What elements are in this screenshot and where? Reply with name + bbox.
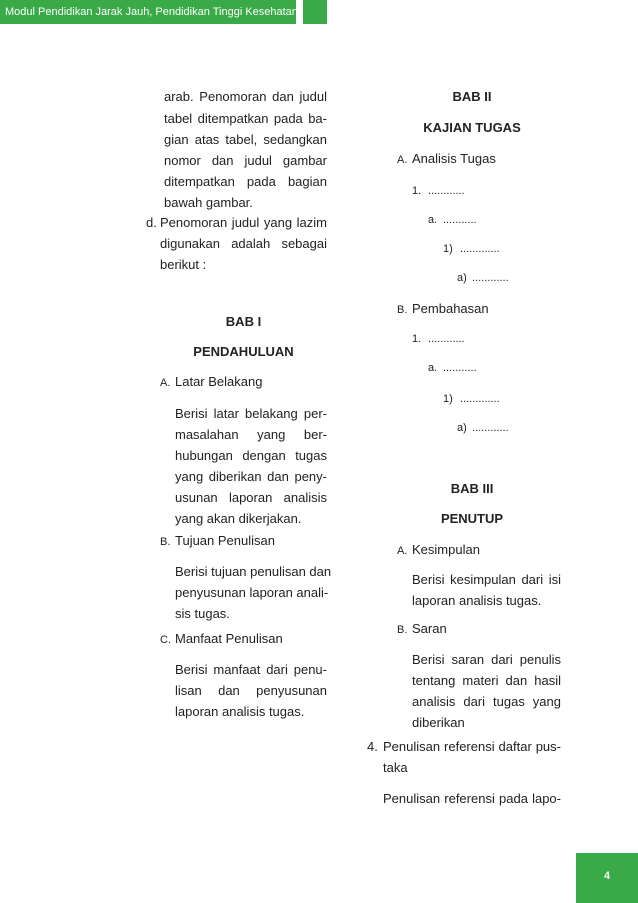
text-line: bawah gambar.: [164, 195, 253, 210]
text-line: hubungan dengan tugas: [175, 448, 327, 463]
section-heading: Latar Belakang: [175, 374, 263, 389]
text-line: sis tugas.: [175, 606, 230, 621]
list-marker: 4.: [367, 739, 378, 754]
page-number: 4: [603, 870, 611, 882]
chapter-title: BAB I: [225, 314, 262, 329]
section-heading: Tujuan Penulisan: [175, 533, 275, 548]
outline-marker: a.: [428, 214, 438, 226]
chapter-subtitle: KAJIAN TUGAS: [423, 120, 521, 135]
outline-marker: 1.: [412, 333, 422, 345]
outline-placeholder: ...........: [443, 214, 477, 226]
section-heading: Pembahasan: [412, 301, 489, 316]
text-line: ditempatkan pada bagian: [164, 174, 327, 189]
text-line: tabel ditempatkan pada ba-: [164, 111, 327, 126]
outline-marker: 1): [443, 243, 453, 255]
section-marker: A.: [397, 154, 408, 166]
text-line: berikut :: [160, 257, 207, 272]
outline-placeholder: ............: [472, 272, 509, 284]
outline-placeholder: ............: [428, 185, 465, 197]
section-heading: Analisis Tugas: [412, 151, 496, 166]
header-bar: [0, 0, 296, 24]
text-line: Berisi tujuan penulisan dan: [175, 564, 332, 579]
chapter-subtitle: PENDAHULUAN: [193, 344, 294, 359]
outline-marker: a.: [428, 362, 438, 374]
section-marker: A.: [160, 377, 171, 389]
section-heading: Manfaat Penulisan: [175, 631, 283, 646]
text-line: usunan laporan analisis: [175, 490, 327, 505]
outline-placeholder: ............: [428, 333, 465, 345]
text-line: Berisi latar belakang per-: [175, 406, 327, 421]
header-accent-square: [303, 0, 327, 24]
outline-placeholder: .............: [460, 243, 500, 255]
text-line: Berisi saran dari penulis: [412, 652, 561, 667]
text-line: taka: [383, 760, 408, 775]
outline-marker: 1.: [412, 185, 422, 197]
text-line: laporan analisis tugas.: [175, 704, 305, 719]
text-line: Berisi kesimpulan dari isi: [412, 572, 561, 587]
text-line: masalahan yang ber-: [175, 427, 327, 442]
text-line: yang akan dikerjakan.: [175, 511, 302, 526]
text-line: laporan analisis tugas.: [412, 593, 542, 608]
header-title: Modul Pendidikan Jarak Jauh, Pendidikan Tinggi Kesehatan: [5, 6, 298, 18]
outline-placeholder: .............: [460, 393, 500, 405]
outline-marker: a): [457, 272, 467, 284]
list-marker: d.: [146, 215, 157, 230]
text-line: Penomoran judul yang lazim: [160, 215, 327, 230]
text-line: penyusunan laporan anali-: [175, 585, 329, 600]
text-line: arab. Penomoran dan judul: [164, 89, 327, 104]
section-heading: Saran: [412, 621, 447, 636]
text-line: digunakan adalah sebagai: [160, 236, 327, 251]
text-line: Penulisan referensi pada lapo-: [383, 791, 561, 806]
text-line: Penulisan referensi daftar pus-: [383, 739, 561, 754]
text-line: tentang materi dan hasil: [412, 673, 561, 688]
text-line: nomor dan judul gambar: [164, 153, 327, 168]
chapter-subtitle: PENUTUP: [440, 511, 504, 526]
chapter-title: BAB III: [450, 481, 494, 496]
section-marker: B.: [397, 624, 408, 636]
outline-placeholder: ...........: [443, 362, 477, 374]
outline-marker: 1): [443, 393, 453, 405]
outline-marker: a): [457, 422, 467, 434]
text-line: analisis dari tugas yang: [412, 694, 561, 709]
section-marker: B.: [160, 536, 171, 548]
outline-placeholder: ............: [472, 422, 509, 434]
page-number-badge: [576, 853, 638, 903]
text-line: lisan dan penyusunan: [175, 683, 327, 698]
section-marker: C.: [160, 634, 171, 646]
section-marker: A.: [397, 545, 408, 557]
text-line: Berisi manfaat dari penu-: [175, 662, 327, 677]
text-line: diberikan: [412, 715, 465, 730]
chapter-title: BAB II: [452, 89, 492, 104]
section-marker: B.: [397, 304, 408, 316]
section-heading: Kesimpulan: [412, 542, 480, 557]
text-line: gian atas tabel, sedangkan: [164, 132, 327, 147]
text-line: yang diberikan dan peny-: [175, 469, 327, 484]
